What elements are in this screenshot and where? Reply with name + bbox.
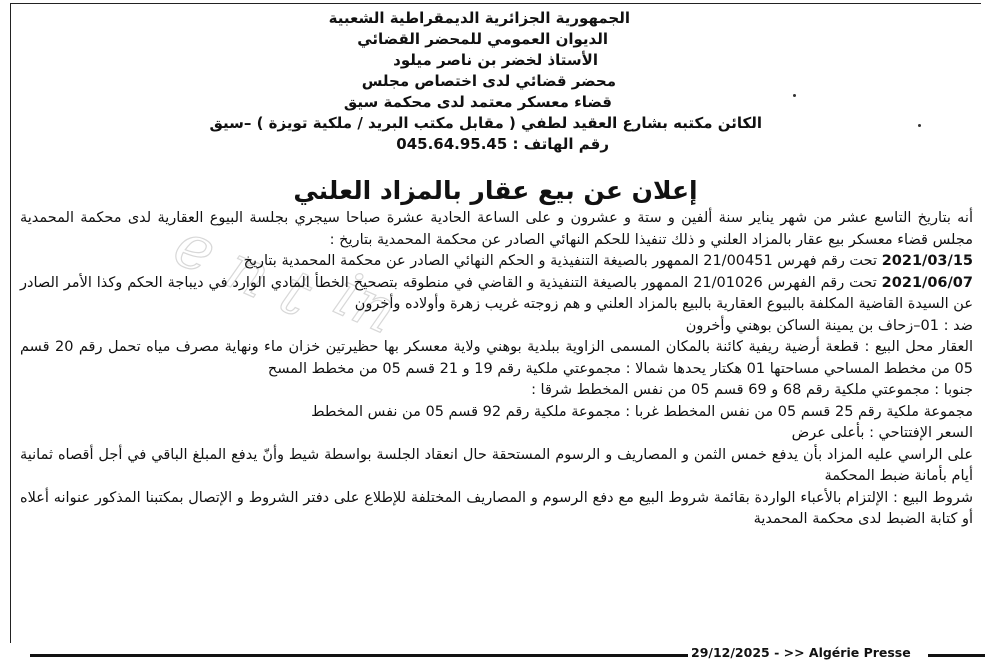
- paragraph-intro: أنه بتاريخ التاسع عشر من شهر يناير سنة ألفين و ستة و عشرون و على الساعة الحادية عشرة صباحا سيجري بجلسة البيوع العقارية لدى محكمة المحمدية مجلس قضاء معسكر بيع عقار بالمزاد العلني و ذلك تنفيذا للحكم النهائي الصادر عن محكمة المحمدية بتاريخ :: [20, 210, 973, 248]
- paragraph-against: ضد : 01–زحاف بن يمينة الساكن بوهني وأخرون: [685, 317, 973, 334]
- svg-text:in: in: [323, 257, 409, 349]
- paragraph-judgment-2: 2021/06/07 تحت رقم الفهرس 21/01026 الممهور بالصيغة التنفيذية و القاضي في منطوقه بتصحيح الخطأ المادي الوارد في ديباجة الحكم وكذا الأمر الصادر عن السيدة القاضية المكلفة بالبيوع العقارية بالبيع بالمزاد العلني و هم زوجته غريب زهرة وأولاده وأخرون: [20, 274, 973, 312]
- paragraph-south: جنوبا : مجموعتي ملكية رقم 68 و 69 قسم 05 من نفس المخطط شرقا :: [531, 382, 973, 398]
- header-line: الجمهورية الجزائرية الديمقراطية الشعبية: [328, 9, 630, 27]
- ad-body: [20, 208, 973, 531]
- header-line: الديوان العمومي للمحضر القضائي: [357, 30, 608, 48]
- header-line: الأستاذ لخضر بن ناصر ميلود: [393, 51, 598, 69]
- paragraph-property: العقار محل البيع : قطعة أرضية ريفية كائنة بالمكان المسمى الزاوية ببلدية بوهني ولاية معسكر بها حظيرتين خزان ماء ونهاية مصرف مياه تحمل رقم 20 قسم 05 من مخطط المساحي مساحتها 01 هكتار يحدها شمالا : مجموعتي ملكية رقم 19 و 21 قسم 05 من مخطط المسح: [20, 339, 973, 377]
- header-line: قضاء معسكر معتمد لدى محكمة سيق: [343, 93, 612, 111]
- issuer-header: [0, 8, 991, 155]
- footer-rule: [928, 654, 985, 657]
- paragraph-conditions: شروط البيع : الإلتزام بالأعباء الواردة بقائمة شروط البيع مع دفع الرسوم و المصاريف المختلفة للإطلاع على دفتر الشروط و الإتصال بمكتبنا المذكور عنوانه أعلاه أو كتابة الضبط لدى محكمة المحمدية: [20, 489, 973, 527]
- paragraph-payment: على الراسي عليه المزاد بأن يدفع خمس الثمن و المصاريف و الرسوم المستحقة حال انعقاد الجلسة بواسطة شيط وأنّ يدفع المبلغ الباقي في أجل أقصاه ثمانية أيام بأمانة ضبط المحكمة: [20, 446, 973, 484]
- svg-text:e n t: e n t: [163, 207, 323, 332]
- judgment-date: 2021/06/07: [881, 274, 973, 291]
- paragraph-judgment-1: 2021/03/15 تحت رقم فهرس 21/00451 الممهور بالصيغة التنفيذية و الحكم النهائي الصادر عن محكمة المحمدية بتاريخ: [243, 253, 973, 269]
- paragraph-west: مجموعة ملكية رقم 25 قسم 05 من نفس المخطط غربا : مجموعة ملكية رقم 92 قسم 05 من نفس المخطط: [311, 403, 973, 420]
- paragraph-price: السعر الإفتتاحي : بأعلى عرض: [791, 425, 973, 441]
- footer-rule: [30, 654, 690, 657]
- judgment-date: 2021/03/15: [881, 253, 973, 269]
- header-line: محضر قضائي لدى اختصاص مجلس: [361, 72, 616, 90]
- header-phone: رقم الهاتف : 045.64.95.45: [396, 135, 609, 153]
- source-credit: 29/12/2025 - >> Algérie Presse: [688, 645, 914, 660]
- header-address: الكائن مكتبه بشارع العقيد لطفي ( مقابل مكتب البريد / ملكية تويزة ) –سيق: [209, 114, 762, 132]
- ad-title: إعلان عن بيع عقار بالمزاد العلني: [293, 176, 698, 205]
